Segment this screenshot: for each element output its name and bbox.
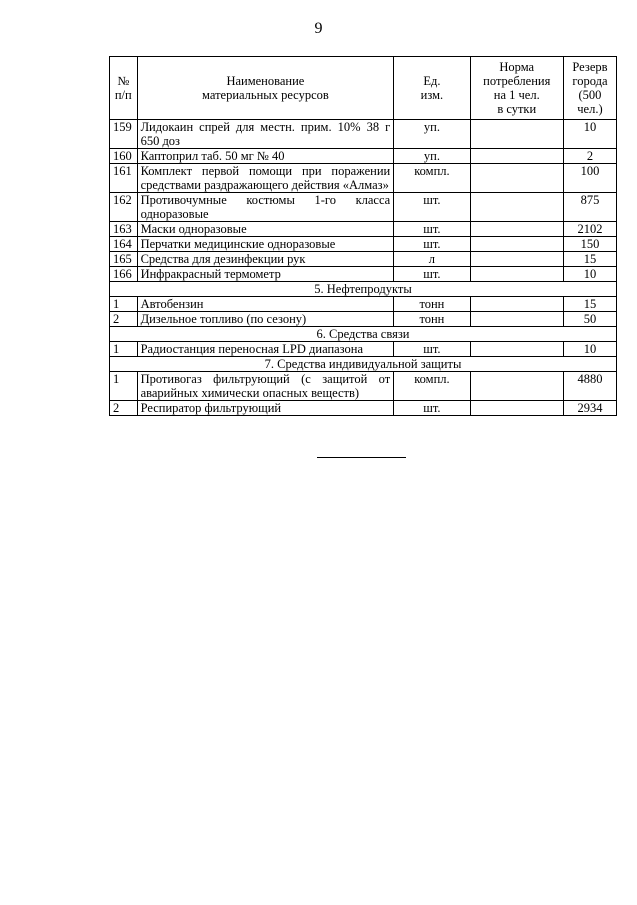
cell-reserve: 2 — [563, 149, 616, 164]
cell-number: 163 — [110, 222, 138, 237]
cell-unit: шт. — [394, 342, 470, 357]
cell-number: 164 — [110, 237, 138, 252]
cell-name: Радиостанция переносная LPD диапазона — [137, 342, 394, 357]
table-row — [110, 149, 617, 164]
table-row — [110, 342, 617, 357]
header-norm — [470, 57, 563, 120]
cell-name: Респиратор фильтрующий — [137, 401, 394, 416]
header-name — [137, 57, 394, 120]
cell-name: Маски одноразовые — [137, 222, 394, 237]
header-unit — [394, 57, 470, 120]
cell-norm — [470, 193, 563, 222]
cell-unit: шт. — [394, 193, 470, 222]
cell-norm — [470, 164, 563, 193]
cell-number: 1 — [110, 342, 138, 357]
cell-number: 165 — [110, 252, 138, 267]
cell-name: Каптоприл таб. 50 мг № 40 — [137, 149, 394, 164]
cell-reserve: 150 — [563, 237, 616, 252]
header-line: Резерв — [572, 60, 608, 74]
cell-reserve: 50 — [563, 312, 616, 327]
header-line: Ед. — [423, 74, 441, 88]
cell-number: 159 — [110, 120, 138, 149]
header-reserve — [563, 57, 616, 120]
table-row — [110, 297, 617, 312]
cell-number: 1 — [110, 297, 138, 312]
table-row — [110, 401, 617, 416]
header-line: п/п — [114, 88, 132, 102]
cell-name: Дизельное топливо (по сезону) — [137, 312, 394, 327]
header-line: на 1 чел. — [493, 88, 540, 102]
cell-norm — [470, 252, 563, 267]
section-row — [110, 282, 617, 297]
section-title: 6. Средства связи — [110, 327, 617, 342]
cell-number: 166 — [110, 267, 138, 282]
cell-name: Противочумные костюмы 1-го класса одноразовые — [137, 193, 394, 222]
cell-name: Автобензин — [137, 297, 394, 312]
header-line: Норма — [499, 60, 535, 74]
cell-unit: л — [394, 252, 470, 267]
table-row — [110, 164, 617, 193]
cell-unit: уп. — [394, 149, 470, 164]
cell-reserve: 875 — [563, 193, 616, 222]
cell-unit: шт. — [394, 222, 470, 237]
end-divider — [317, 457, 406, 458]
cell-unit: уп. — [394, 120, 470, 149]
table-row — [110, 312, 617, 327]
cell-norm — [470, 120, 563, 149]
cell-norm — [470, 372, 563, 401]
cell-number: 2 — [110, 312, 138, 327]
cell-name: Комплект первой помощи при поражении средствами раздражающего действия «Алмаз» — [137, 164, 394, 193]
cell-number: 2 — [110, 401, 138, 416]
cell-name: Средства для дезинфекции рук — [137, 252, 394, 267]
cell-reserve: 2934 — [563, 401, 616, 416]
cell-reserve: 10 — [563, 120, 616, 149]
cell-unit: шт. — [394, 401, 470, 416]
header-line: № — [117, 74, 130, 88]
cell-name: Противогаз фильтрующий (с защитой от аварийных химически опасных веществ) — [137, 372, 394, 401]
cell-name: Инфракрасный термометр — [137, 267, 394, 282]
cell-reserve: 2102 — [563, 222, 616, 237]
header-line: в сутки — [497, 102, 537, 116]
cell-reserve: 10 — [563, 342, 616, 357]
cell-unit: компл. — [394, 372, 470, 401]
cell-reserve: 100 — [563, 164, 616, 193]
header-line: изм. — [420, 88, 444, 102]
cell-number: 160 — [110, 149, 138, 164]
header-line: города — [572, 74, 608, 88]
section-row — [110, 327, 617, 342]
page-number: 9 — [314, 20, 323, 37]
cell-unit: шт. — [394, 237, 470, 252]
section-row — [110, 357, 617, 372]
table-row — [110, 222, 617, 237]
cell-reserve: 15 — [563, 252, 616, 267]
table-row — [110, 237, 617, 252]
header-line: потребления — [483, 74, 551, 88]
resources-table — [109, 56, 617, 416]
table-row — [110, 252, 617, 267]
cell-norm — [470, 312, 563, 327]
table-row — [110, 193, 617, 222]
cell-norm — [470, 401, 563, 416]
header-line: Наименование — [226, 74, 305, 88]
table-header-row — [110, 57, 617, 120]
header-line: (500 чел.) — [577, 88, 603, 116]
cell-unit: компл. — [394, 164, 470, 193]
cell-number: 162 — [110, 193, 138, 222]
section-title: 7. Средства индивидуальной защиты — [110, 357, 617, 372]
header-line: материальных ресурсов — [202, 88, 329, 102]
cell-reserve: 10 — [563, 267, 616, 282]
cell-norm — [470, 222, 563, 237]
cell-name: Лидокаин спрей для местн. прим. 10% 38 г 650 доз — [137, 120, 394, 149]
table-row — [110, 372, 617, 401]
cell-reserve: 4880 — [563, 372, 616, 401]
cell-name: Перчатки медицинские одноразовые — [137, 237, 394, 252]
cell-unit: шт. — [394, 267, 470, 282]
cell-reserve: 15 — [563, 297, 616, 312]
table-body — [110, 120, 617, 416]
cell-norm — [470, 342, 563, 357]
section-title: 5. Нефтепродукты — [110, 282, 617, 297]
cell-norm — [470, 297, 563, 312]
cell-norm — [470, 149, 563, 164]
header-num — [110, 57, 138, 120]
cell-norm — [470, 237, 563, 252]
cell-number: 161 — [110, 164, 138, 193]
cell-unit: тонн — [394, 297, 470, 312]
cell-number: 1 — [110, 372, 138, 401]
cell-norm — [470, 267, 563, 282]
table-row — [110, 120, 617, 149]
table-row — [110, 267, 617, 282]
cell-unit: тонн — [394, 312, 470, 327]
